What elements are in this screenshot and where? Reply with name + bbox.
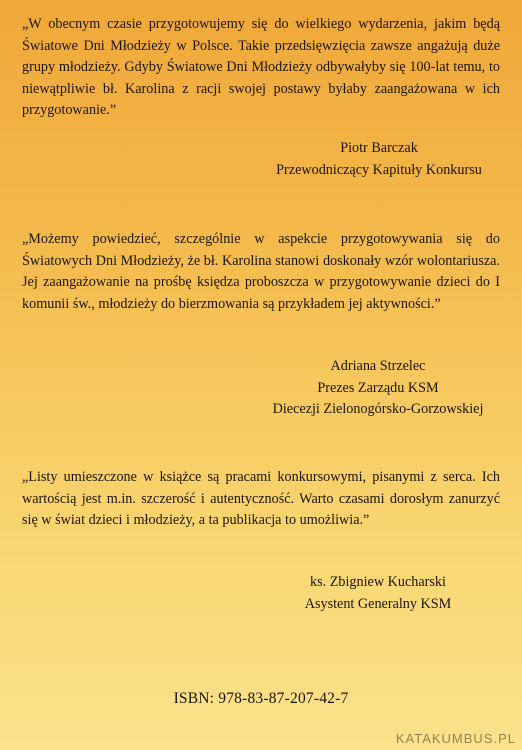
quote-2-signature bbox=[246, 356, 510, 421]
quote-3-signature bbox=[262, 572, 494, 615]
quote-2-role-line-1: Prezes Zarządu KSM bbox=[317, 379, 439, 396]
quote-2-author: Adriana Strzelec bbox=[330, 358, 426, 374]
quote-3-text: „Listy umieszczone w książce są pracami konkursowymi, pisanymi z serca. Ich wartością jest m.in. szczerość i autentyczność. Warto czasami dorosłym zanurzyć się w świat dzieci i młodzieży, a ta publikacja to umożliwia.” bbox=[22, 469, 500, 528]
quote-1-signature bbox=[254, 138, 504, 181]
watermark-text: KATAKUMBUS.PL bbox=[395, 731, 516, 746]
quote-1-role: Przewodniczący Kapituły Konkursu bbox=[276, 161, 482, 178]
quote-2-role-line-2: Diecezji Zielonogórsko-Gorzowskiej bbox=[272, 401, 484, 417]
quote-1-author: Piotr Barczak bbox=[340, 140, 418, 156]
quote-3-author: ks. Zbigniew Kucharski bbox=[310, 574, 446, 590]
quote-1-text: „W obecnym czasie przygotowujemy się do wielkiego wydarzenia, jakim będą Światowe Dni Młodzieży w Polsce. Takie przedsięwzięcia zawsze angażują duże grupy młodzieży. Gdyby Światowe Dni Młodzieży odbywałyby się 100-lat temu, to niewątpliwie bł. Karolina z racji swojej postawy byłaby zaangażowana w ich przygotowanie.” bbox=[22, 16, 500, 118]
isbn-number: ISBN: 978-83-87-207-42-7 bbox=[173, 690, 349, 707]
quote-3-role: Asystent Generalny KSM bbox=[304, 595, 452, 612]
quote-2-text: „Możemy powiedzieć, szczególnie w aspekcie przygotowywania się do Światowych Dni Młodzieży, że bł. Karolina stanowi doskonały wzór wolontariusza. Jej zaangażowanie na prośbę księdza proboszcza w przygotowywanie dzieci do I komunii św., młodzieży do bierzmowania są przykładem jej aktywności.” bbox=[22, 231, 500, 312]
